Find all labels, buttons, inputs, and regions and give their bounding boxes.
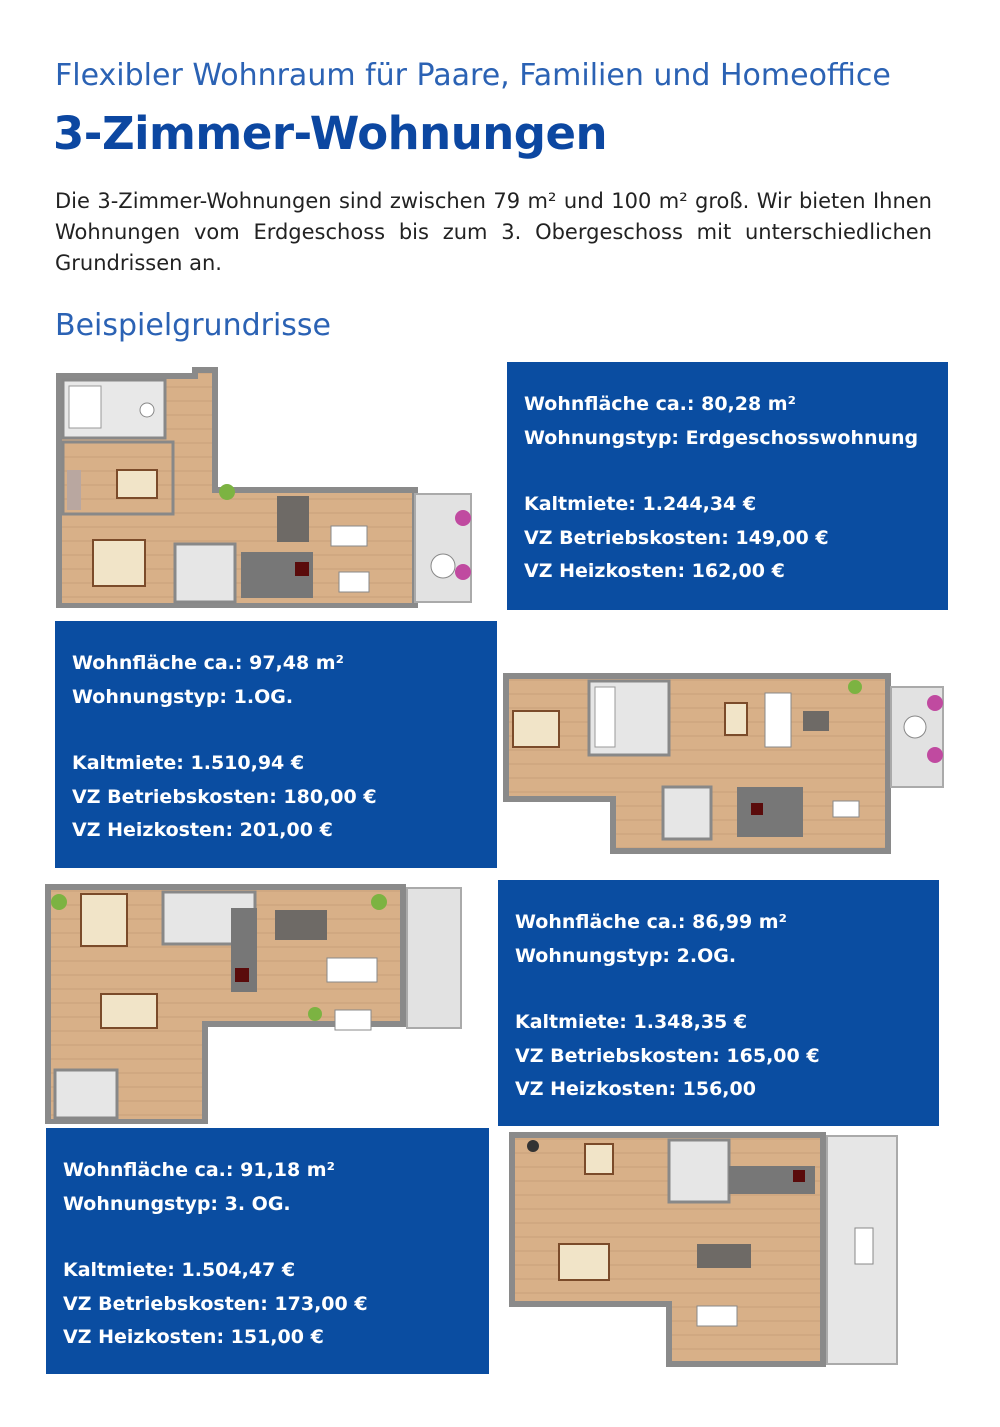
unit-operating-costs: VZ Betriebskosten: 165,00 € [515, 1044, 820, 1067]
floor-plan-third-floor [509, 1132, 901, 1368]
page-title: 3-Zimmer-Wohnungen [53, 107, 608, 160]
floor-plan-ground-floor [55, 366, 475, 608]
section-heading: Beispielgrundrisse [55, 308, 332, 343]
unit-type: Wohnungstyp: Erdgeschosswohnung [524, 426, 919, 449]
page-subtitle: Flexibler Wohnraum für Paare, Familien und Homeoffice [55, 58, 891, 93]
floor-plan-first-floor [503, 673, 948, 863]
unit-type: Wohnungstyp: 1.OG. [72, 685, 294, 708]
unit-operating-costs: VZ Betriebskosten: 180,00 € [72, 785, 377, 808]
unit-rent: Kaltmiete: 1.510,94 € [72, 752, 305, 774]
unit-card-third-floor [46, 1128, 489, 1374]
unit-heating-costs: VZ Heizkosten: 156,00 [515, 1078, 756, 1100]
unit-area: Wohnfläche ca.: 91,18 m² [63, 1159, 335, 1181]
unit-heating-costs: VZ Heizkosten: 151,00 € [63, 1326, 324, 1348]
unit-area: Wohnfläche ca.: 80,28 m² [524, 393, 796, 415]
unit-type: Wohnungstyp: 2.OG. [515, 944, 737, 967]
unit-area: Wohnfläche ca.: 86,99 m² [515, 911, 787, 933]
unit-type: Wohnungstyp: 3. OG. [63, 1192, 291, 1215]
unit-area: Wohnfläche ca.: 97,48 m² [72, 652, 344, 674]
unit-rent: Kaltmiete: 1.504,47 € [63, 1259, 296, 1281]
unit-card-second-floor [498, 880, 939, 1126]
unit-operating-costs: VZ Betriebskosten: 149,00 € [524, 526, 829, 549]
unit-card-first-floor [55, 621, 497, 868]
unit-card-ground-floor [507, 362, 948, 610]
intro-paragraph: Die 3-Zimmer-Wohnungen sind zwischen 79 m² und 100 m² groß. Wir bieten Ihnen Wohnungen vom Erdgeschoss bis zum 3. Obergeschoss mit unterschiedlichen Grundrissen an. [55, 189, 932, 275]
floor-plan-second-floor [45, 884, 465, 1124]
unit-heating-costs: VZ Heizkosten: 201,00 € [72, 819, 333, 841]
unit-rent: Kaltmiete: 1.348,35 € [515, 1011, 748, 1033]
unit-rent: Kaltmiete: 1.244,34 € [524, 493, 757, 515]
unit-operating-costs: VZ Betriebskosten: 173,00 € [63, 1292, 368, 1315]
unit-heating-costs: VZ Heizkosten: 162,00 € [524, 560, 785, 582]
